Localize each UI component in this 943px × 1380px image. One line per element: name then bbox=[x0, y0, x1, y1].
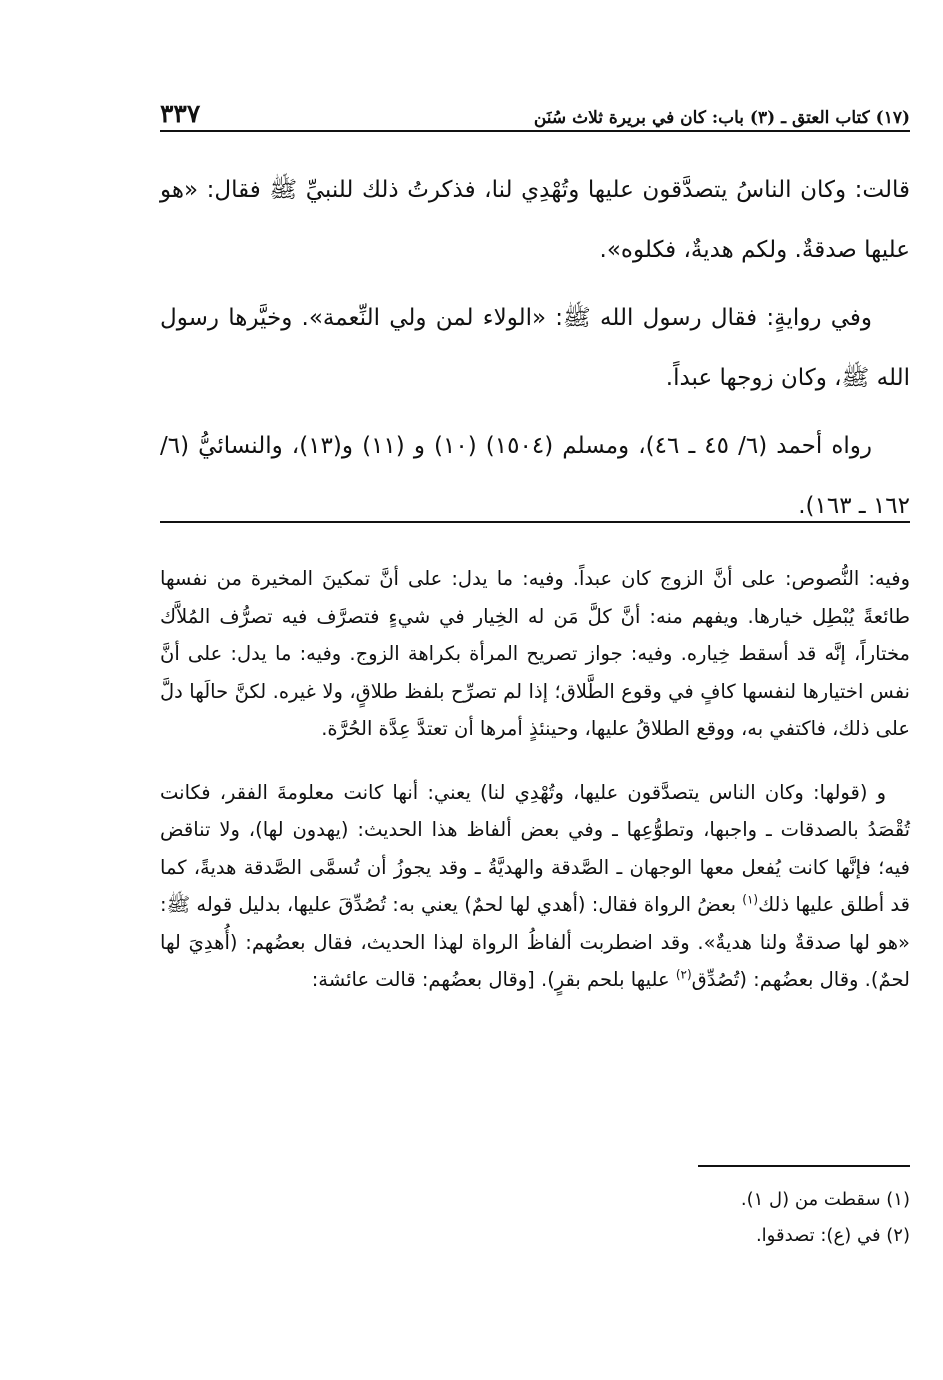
footnote-marker: (١) bbox=[742, 892, 759, 907]
commentary-text-run: بعضُ الرواة فقال: (أهدي لها لحمٌ) يعني به: تُصُدِّقَ عليها، بدليل قوله ﷺ: «هو لها صدقةٌ ولنا هديةٌ». وقد اضطربت ألفاظُ الرواة لهذا الحديث، فقال بعضُهم: (أُهدِيَ لها لحمٌ). وقال بعضُهم: (تُصُدِّق bbox=[160, 893, 910, 991]
footnote: (١) سقطت من (ل ١). bbox=[740, 1189, 910, 1210]
hadith-paragraph: قالت: وكان الناسُ يتصدَّقون عليها وتُهْدِي لنا، فذكرتُ ذلك للنبيِّ ﷺ فقال: «هو عليها صدقةٌ. ولكم هديةٌ، فكلوه». bbox=[160, 177, 910, 263]
commentary-text-run: و (قولها: وكان الناس يتصدَّقون عليها، وتُهْدِي لنا) يعني: أنها كانت معلومةَ الفقر، فكانت تُقْصَدُ بالصدقات ـ واجبها، وتطوُّعِها ـ وفي بعض ألفاظ هذا الحديث: (يهدون لها)، ولا تناقض فيه؛ فإنَّها كانت يُفعل معها الوجهان ـ الصَّدقة والهديَّةُ ـ وقد يجوزُ أن تُسمَّى الصَّدقة هديةً، كما قد أطلق عليها ذلك bbox=[160, 780, 910, 916]
footnote-rule bbox=[698, 1165, 910, 1167]
footnote: (٢) في (ع): تصدقوا. bbox=[755, 1225, 910, 1246]
page-number: ٣٣٧ bbox=[160, 99, 201, 128]
hadith-text bbox=[160, 160, 910, 536]
commentary-paragraph bbox=[160, 774, 910, 999]
page-header bbox=[160, 92, 910, 128]
commentary-text-run: عليها بلحم بقرٍ). [وقال بعضُهم: قالت عائشة: bbox=[311, 968, 676, 991]
commentary-text bbox=[160, 560, 910, 999]
footnotes bbox=[160, 1182, 910, 1254]
hadith-paragraph: وفي روايةٍ: فقال رسول الله ﷺ: «الولاء لمن ولي النِّعمة». وخيَّرها رسول الله ﷺ، وكان زوجها عبداً. bbox=[160, 305, 910, 391]
commentary-paragraph: وفيه: النُّصوص: على أنَّ الزوج كان عبداً. وفيه: ما يدل: على أنَّ تمكينَ المخيرة من نفسها طائعةً يُبْطِل خيارها. ويفهم منه: أنَّ كلَّ مَن له الخِيار في شيءٍ فتصرَّف فيه تصرُّف المُلاَّك مختاراً، إنَّه قد أسقط خِياره. وفيه: جواز تصريح المرأة بكراهة الزوج. وفيه: ما يدل: على أنَّ نفس اختيارها لنفسها كافٍ في وقوع الطَّلاق؛ إذا لم تصرِّح بلفظ طلاقٍ، ولا غيره. لكنَّ حالَها دلَّ على ذلك، فاكتفي به، ووقع الطلاقُ عليها، وحينئذٍ أمرها أن تعتدَّ عِدَّة الحُرَّة. bbox=[160, 567, 910, 740]
section-divider bbox=[160, 521, 910, 523]
footnote-marker: (٢) bbox=[675, 967, 692, 982]
hadith-citation: رواه أحمد (٦/ ٤٥ ـ ٤٦)، ومسلم (١٥٠٤) (١٠) و (١١) و(١٣)، والنسائيُّ (٦/ ١٦٢ ـ ١٦٣). bbox=[160, 433, 910, 519]
running-title: (١٧) كتاب العتق ـ (٣) باب: كان في بريرة ثلاث سُنَن bbox=[533, 108, 910, 128]
header-rule bbox=[160, 130, 910, 132]
